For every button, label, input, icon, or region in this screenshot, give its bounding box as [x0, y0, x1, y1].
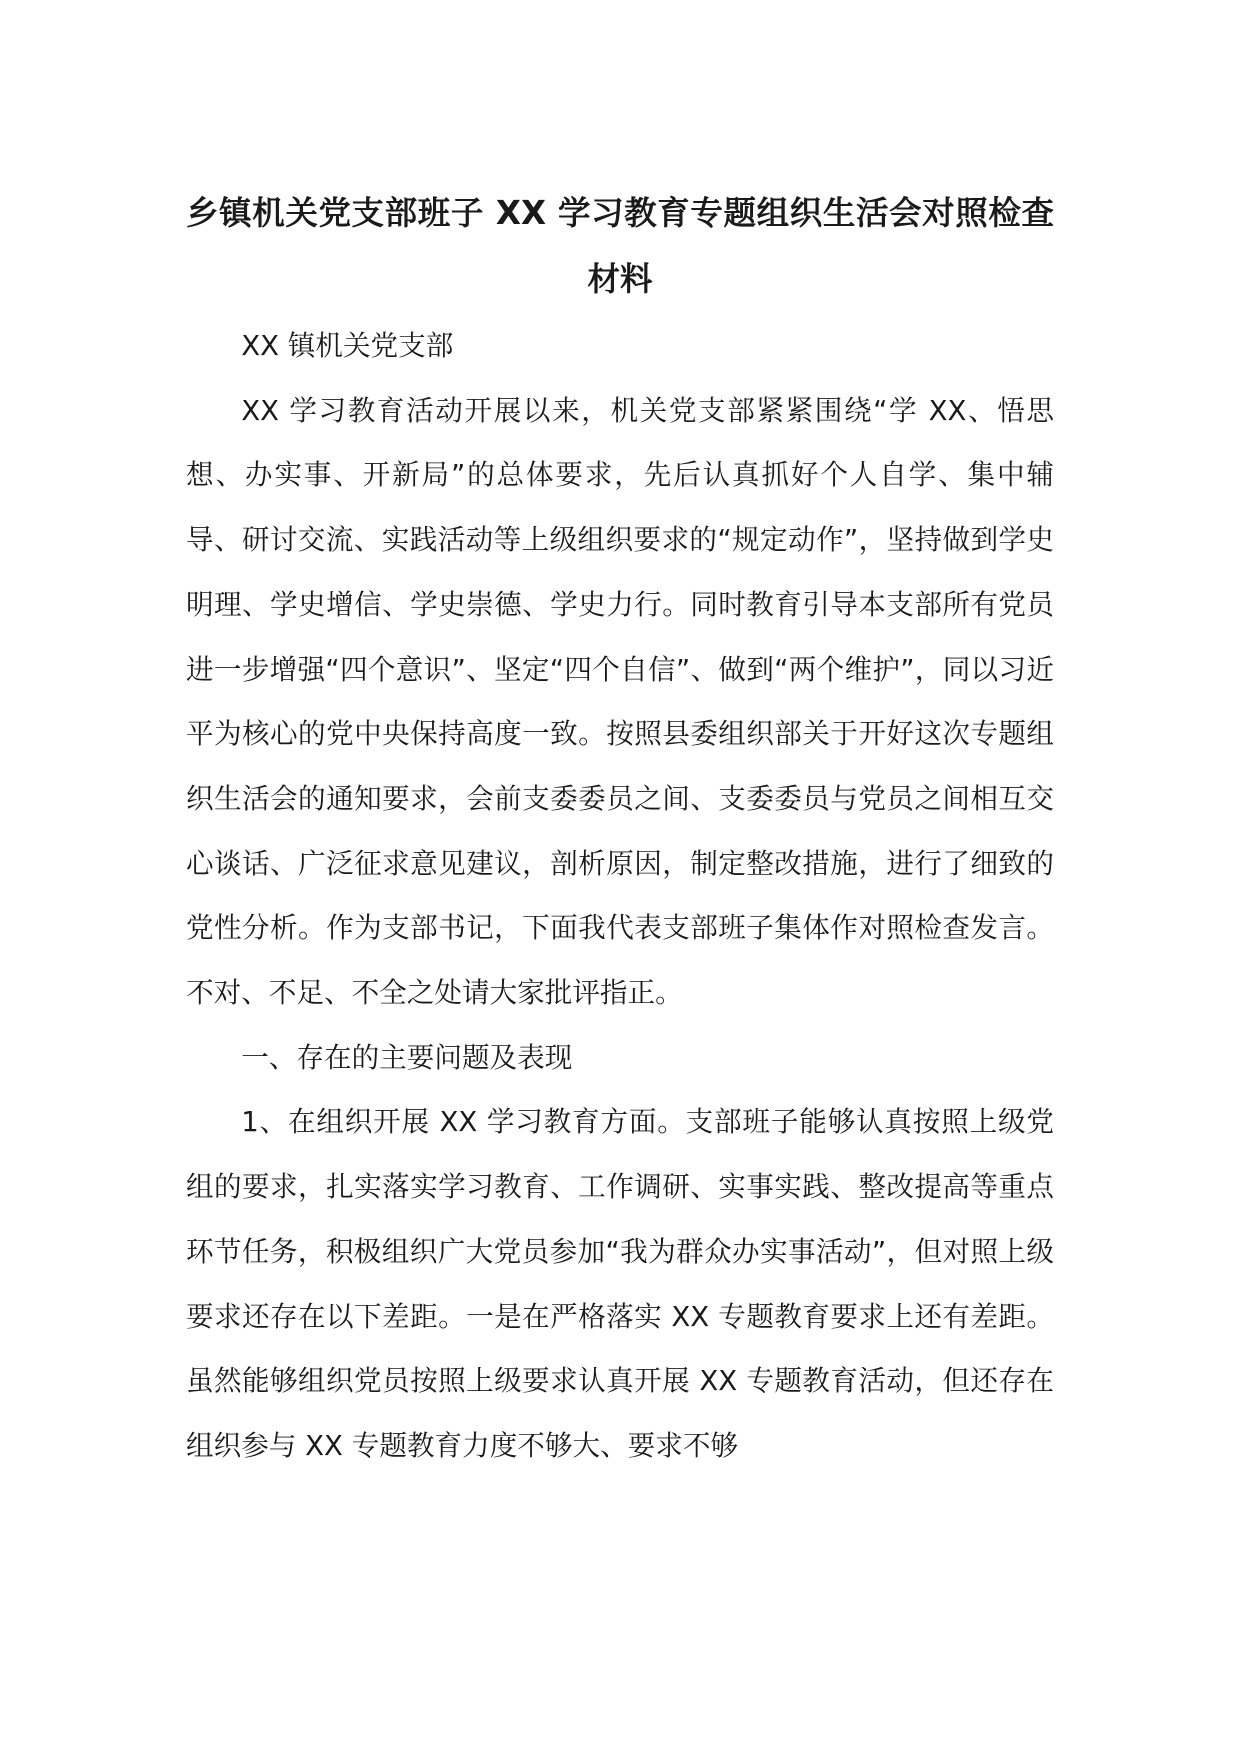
- paragraph-item-1: 1、在组织开展 XX 学习教育方面。支部班子能够认真按照上级党组的要求，扎实落实学习教育、工作调研、实事实践、整改提高等重点环节任务，积极组织广大党员参加“我为群众办实事活动”，但对照上级要求还存在以下差距。一是在严格落实 XX 专题教育要求上还有差距。虽然能够组织党员按照上级要求认真开展 XX 专题教育活动，但还存在组织参与 XX 专题教育力度不够大、要求不够: [186, 1105, 1054, 1462]
- paragraph-author: XX 镇机关党支部: [241, 329, 454, 362]
- document-title: 乡镇机关党支部班子 XX 学习教育专题组织生活会对照检查材料: [186, 194, 1054, 298]
- paragraph-intro: XX 学习教育活动开展以来，机关党支部紧紧围绕“学 XX、悟思想、办实事、开新局”的总体要求，先后认真抓好个人自学、集中辅导、研讨交流、实践活动等上级组织要求的“规定动作”，坚持做到学史明理、学史增信、学史崇德、学史力行。同时教育引导本支部所有党员进一步增强“四个意识”、坚定“四个自信”、做到“两个维护”，同以习近平为核心的党中央保持高度一致。按照县委组织部关于开好这次专题组织生活会的通知要求，会前支委委员之间、支委委员与党员之间相互交心谈话、广泛征求意见建议，剖析原因，制定整改措施，进行了细致的党性分析。作为支部书记，下面我代表支部班子集体作对照检查发言。不对、不足、不全之处请大家批评指正。: [186, 393, 1054, 1010]
- section-heading: 一、存在的主要问题及表现: [241, 1040, 573, 1074]
- document-body: [186, 314, 1054, 1479]
